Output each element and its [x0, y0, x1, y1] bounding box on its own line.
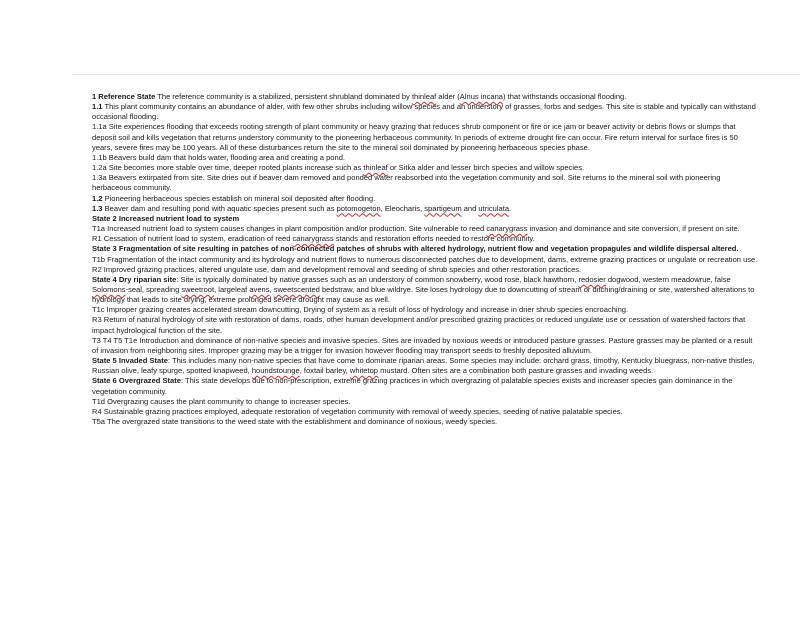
paragraph	[92, 122, 760, 152]
run: Pioneering herbaceous species establish on mineral soil deposited after flooding.	[102, 193, 376, 203]
paragraph	[92, 214, 760, 224]
run: invasion and dominance and site conversion, if present on site.	[527, 224, 740, 234]
run: R4 Sustainable grazing practices employed, adequate restoration of vegetation community with removal of weedy species, seeding of native palatable species.	[92, 406, 623, 416]
run: redosier	[578, 274, 606, 284]
run: , Eleocharis,	[380, 203, 425, 213]
paragraph	[92, 265, 760, 275]
run: R3 Return of natural hydrology of site with restoration of dams, roads, other human development and/or prescribed grazing practices or reduced ungulate use or cessation of watershed factors that impact hydrological function of the site.	[92, 315, 746, 335]
run: State 4 Dry riparian site	[92, 274, 177, 284]
run: -seal, spreading	[125, 284, 182, 294]
run: , foxtail barley,	[299, 366, 350, 376]
run: spartigeum	[424, 203, 462, 213]
document-body	[92, 92, 760, 427]
paragraph	[92, 204, 760, 214]
run: T5a The overgrazed state transitions to the weed state with the establishment and dominance of noxious, weedy species.	[92, 417, 498, 426]
paragraph	[92, 92, 760, 102]
run: State 6 Overgrazed State	[92, 376, 181, 386]
run: thinleaf	[411, 92, 437, 101]
run: and	[461, 203, 479, 213]
run: : Site is typically dominated by native grasses such as an understory of common snowberry, wood rose, black hawthorn,	[176, 274, 579, 284]
run: potomogeton	[336, 203, 381, 213]
run: ) that withstands occasional flooding.	[503, 92, 627, 101]
run: Beaver dam and resulting pond with aquatic species present such as	[102, 203, 337, 213]
run: T1d Overgrazing causes the plant community to change to increaser species.	[92, 396, 351, 406]
run: 1.1a Site experiences flooding that exceeds rooting strength of plant community or heavy grazing that reduces shrub component or fire or ice jam or beaver activity or debris flows or slumps that deposit soil and kills vegetation that returns understory community to the pioneering herbaceous community. In periods of extreme drought fire can occur. Fire return interval for surface fires is 50 years, severe fires may be 100 years. All of these disturbances return the site to the mineral soil dominated by pioneering herbaceous species phase.	[92, 122, 738, 152]
paragraph	[92, 397, 760, 407]
paragraph	[92, 407, 760, 417]
run: 1.2a Site becomes more stable over time, deeper rooted plants increase such as	[92, 163, 364, 173]
paragraph	[92, 315, 760, 335]
run: or Sitka alder and lesser birch species and willow species.	[387, 163, 585, 173]
paragraph	[92, 356, 760, 376]
run: whitetop	[349, 366, 378, 376]
run: avens	[249, 284, 270, 294]
run: : This includes many non-native species that have come to dominate riparian areas. Some species may include: orchard grass, timothy, Kentucky bluegrass, non-native thistles, Russian olive, leafy spurge, spotted knapweed,	[92, 356, 755, 376]
run: The reference community is a stabilized, persistent shrubland dominated by	[155, 92, 412, 101]
paragraph	[92, 417, 760, 427]
run: State 2 Increased nutrient load to system	[92, 213, 240, 223]
run: sweetroot	[181, 284, 215, 294]
paragraph	[92, 163, 760, 173]
paragraph	[92, 255, 760, 265]
run: stands and restoration efforts needed to restore community.	[333, 234, 535, 244]
paragraph	[92, 244, 760, 254]
run: 1.1b Beavers build dam that holds water, flooding area and creating a pond.	[92, 152, 345, 162]
run: T1a Increased nutrient load to system causes changes in plant composition and/or production. Site vulnerable to reed	[92, 224, 487, 234]
run: State 3 Fragmentation of site resulting in patches of non-connected patches of shrubs with altered hydrology, nutrient flow and vegetation propagules and wildlife dispersal altered.	[92, 244, 739, 254]
run: thinleaf	[363, 163, 388, 173]
run: alder (	[436, 92, 460, 101]
run: State 5 Invaded State	[92, 356, 168, 366]
run: 1.3a Beavers extirpated from site. Site dries out if beaver dam removed and ponded water reabsorbed into the vegetation community and soil. Site returns to the mineral soil with pioneering herbaceous community.	[92, 173, 721, 193]
run: 1 Reference State	[92, 92, 156, 101]
paragraph	[92, 234, 760, 244]
run: Alnus incana	[459, 92, 503, 101]
run: 1.3	[92, 203, 103, 213]
paragraph	[92, 153, 760, 163]
run: .	[509, 203, 512, 213]
paragraph	[92, 376, 760, 396]
run: : This state develops due to non-prescription, extreme grazing practices in which overgrazing of palatable species exists and increaser species gain dominance in the vegetation community.	[92, 376, 733, 396]
run: R1 Cessation of nutrient load to system, eradication of reed	[92, 234, 293, 244]
run: dogwood, western meadowrue, false	[605, 274, 731, 284]
run: canarygrass	[292, 234, 334, 244]
paragraph	[92, 102, 760, 122]
run: This plant community contains an abundance of alder, with few other shrubs including willow species and an understory of grasses, forbs and sedges. This site is stable and typically can withstand occasional flooding.	[92, 102, 756, 122]
run: Solomons	[92, 284, 126, 294]
run: sweetscented	[273, 284, 320, 294]
run: bedstraw, and blue wildrye. Site loses hydrology due to downcutting of stream or ditching/draining or site, watershed alterations to hydrology that leads to site drying, extreme prolonged severe drought may cause as well.	[92, 284, 755, 305]
run: 1.1	[92, 102, 103, 112]
paragraph	[92, 194, 760, 204]
run: houndstounge	[251, 366, 300, 376]
paragraph	[92, 336, 760, 356]
run: , largeleaf	[214, 284, 250, 294]
run: 1.2	[92, 193, 103, 203]
paragraph	[92, 305, 760, 315]
run: R2 Improved grazing practices, altered ungulate use, dam and development removal and seeding of shrub species and other restoration practices.	[92, 264, 582, 274]
run: canarygrass	[486, 224, 528, 234]
run: T1c Improper grazing creates accelerated stream downcutting, Drying of system as a result of loss of hydrology and increase in drier shrub species encroaching.	[92, 305, 629, 315]
run: utriculata	[478, 203, 510, 213]
run: mustard. Often sites are a combination both pasture grasses and invading weeds.	[378, 366, 654, 376]
run: T3 T4 T5 T1e Introduction and dominance of non-native species and invasive species. Sites are invaded by noxious weeds or introduced pasture grasses. Pasture grasses may be planted or a result of invasion from neighboring sites. Improper grazing may be a trigger for invasion however flooding may transport seeds to freshly deposited alluvium.	[92, 335, 753, 355]
run: T1b Fragmentation of the intact community and its hydrology and nutrient flows to numerous disconnected patches due to development, dams, extreme grazing practices or ungulate or recreation use.	[92, 254, 758, 264]
page-header-rule	[72, 74, 800, 75]
paragraph	[92, 224, 760, 234]
paragraph	[92, 173, 760, 193]
paragraph	[92, 275, 760, 305]
run: ,	[269, 284, 274, 294]
